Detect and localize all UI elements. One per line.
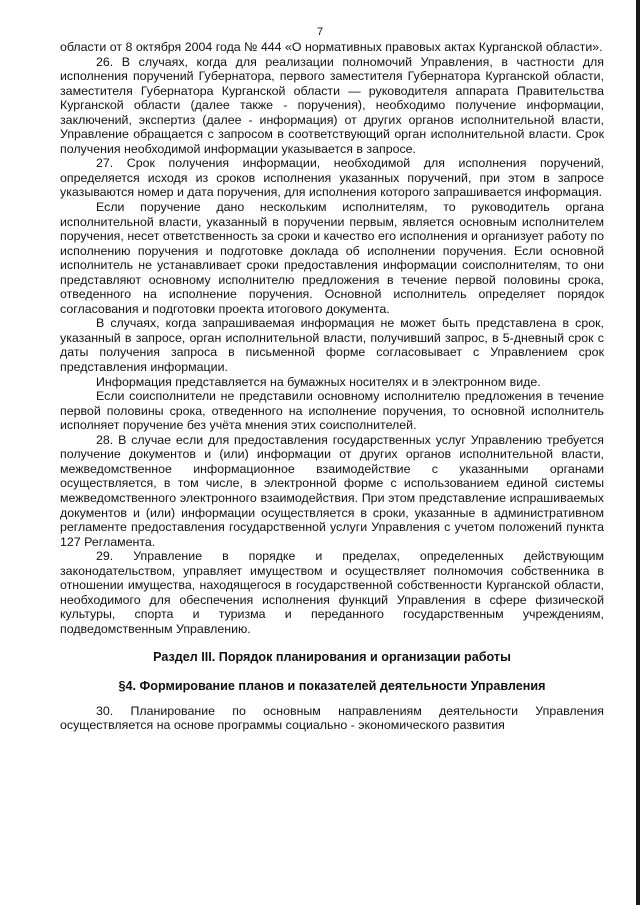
paragraph: области от 8 октября 2004 года № 444 «О нормативных правовых актах Курганской области». <box>60 40 603 54</box>
paragraph: 29. Управление в порядке и пределах, определенных действующим законодательством, управляет имуществом и осуществляет полномочия собственника в отношении имущества, находящегося в государственной собственности Курганской области, необходимого для обеспечения исполнения функций Управления в сфере физической культуры, спорта и туризма и переданного государственным учреждениям, подведомственным Управлению. <box>60 549 604 636</box>
page-number: 7 <box>316 26 324 38</box>
scan-edge <box>636 0 640 905</box>
paragraph: 26. В случаях, когда для реализации полномочий Управления, в частности для исполнения поручений Губернатора, первого заместителя Губернатора Курганской области, заместителя Губернатора Курганской области — руководителя аппарата Правительства Курганской области (далее также - поручения), необходимо получение информации, заключений, экспертиз (далее - информация) от других органов исполнительной власти, Управление обращается с запросом в соответствующий орган исполнительной власти. Срок получения необходимой информации указывается в запросе. <box>60 54 604 156</box>
paragraph: Если соисполнители не представили основному исполнителю предложения в течение первой половины срока, отведенного на исполнение поручения, то основной исполнитель исполняет поручение без учёта мнения этих соисполнителей. <box>60 389 604 433</box>
paragraph: 27. Срок получения информации, необходимой для исполнения поручений, определяется исходя из сроков исполнения указанных поручений, при этом в запросе указываются номер и дата поручения, для исполнения которого запрашивается информация. <box>60 156 604 200</box>
subsection-heading: §4. Формирование планов и показателей деятельности Управления <box>118 678 546 693</box>
paragraph: 30. Планирование по основным направлениям деятельности Управления осуществляется на основе программы социально - экономического развития <box>60 703 604 733</box>
section-heading: Раздел III. Порядок планирования и организации работы <box>153 650 511 665</box>
document-body <box>60 40 604 733</box>
paragraph: В случаях, когда запрашиваемая информация не может быть представлена в срок, указанный в запросе, орган исполнительной власти, получивший запрос, в 5-дневный срок с даты получения запроса в письменной форме согласовывает с Управлением срок представления информации. <box>60 316 604 375</box>
paragraph: Если поручение дано нескольким исполнителям, то руководитель органа исполнительной власти, указанный в поручении первым, является основным исполнителем поручения, несет ответственность за сроки и качество его исполнения и организует работу по исполнению поручения и подготовке доклада об исполнении поручения. Если основной исполнитель не устанавливает сроки предоставления информации соисполнителям, то они представляют основному исполнителю предложения в течение первой половины срока, отведенного на исполнение поручения. Основной исполнитель определяет порядок согласования и подготовки проекта итогового документа. <box>60 200 604 316</box>
paragraph: 28. В случае если для предоставления государственных услуг Управлению требуется получение документов и (или) информации от других органов исполнительной власти, межведомственное информационное взаимодействие с указанными органами осуществляется, в том числе, в электронной форме с использованием единой системы межведомственного электронного взаимодействия. При этом представление испрашиваемых документов и (или) информации осуществляется в сроки, указанные в административном регламенте предоставления государственной услуги Управления с учетом положений пункта 127 Регламента. <box>60 432 604 549</box>
paragraph: Информация представляется на бумажных носителях и в электронном виде. <box>96 374 541 389</box>
